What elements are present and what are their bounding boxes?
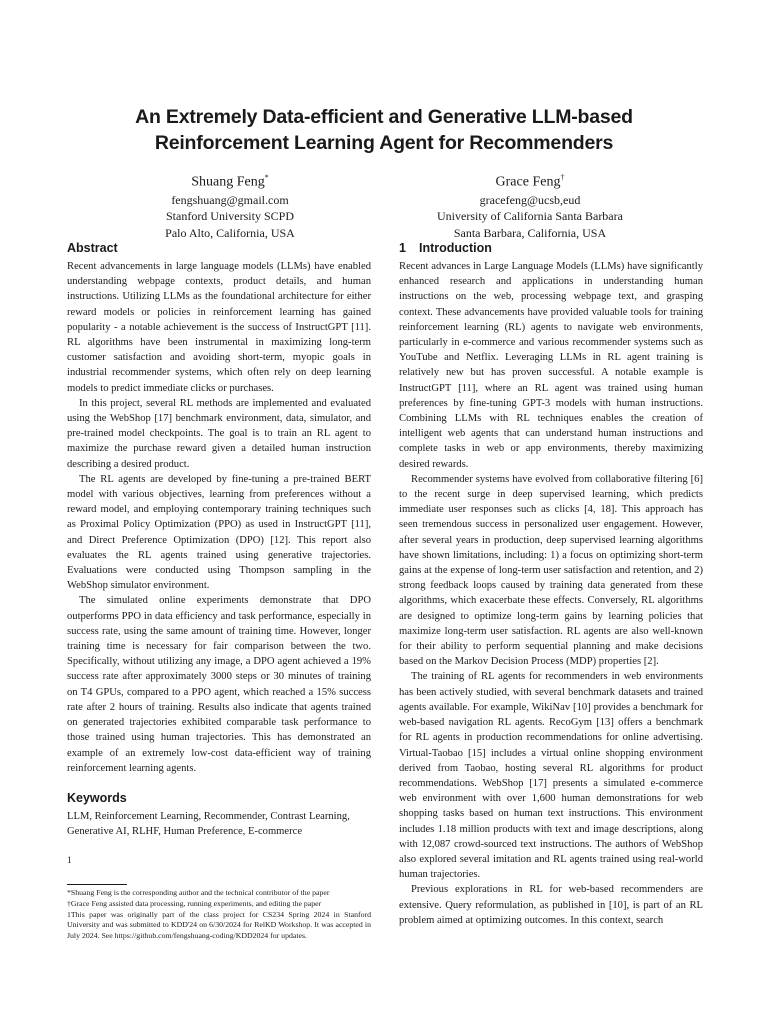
- introduction-paragraph: Previous explorations in RL for web-based recommenders are extensive. Query reformulation, as published in [10], is part of an RL problem aimed at optimizing outcomes. In this context, search: [399, 884, 703, 926]
- author-email: gracefeng@ucsb,eud: [479, 192, 581, 207]
- section-number: 1: [399, 241, 406, 255]
- author-mark: †: [560, 173, 565, 182]
- footnote: †Grace Feng assisted data processing, running experiments, and editing the paper: [67, 898, 322, 908]
- author-name: Shuang Feng*: [191, 173, 269, 190]
- abstract-paragraph: The simulated online experiments demonstrate that DPO outperforms PPO in data efficiency and task performance, especially in success rate, using the same amount of training time. However, longer training time is necessary for fair comparison between the two. Specifically, without utilizing any image, a DPO agent achieved a 19% success rate after approximately 3000 steps or 30 minutes of training on T4 GPUs, compared to a PPO agent, which reached a 15% success rate after 2 hours of training. Results also indicate that agents trained on generated trajectories exhibited comparable task performance to those trained using human trajectories. This has demonstrated an example of an extremely low-cost data-efficient way of training reinforcement learning agents.: [67, 595, 371, 774]
- author-affiliation: Stanford University SCPD: [165, 209, 294, 224]
- abstract-heading: Abstract: [67, 241, 118, 255]
- footnote: 1This paper was originally part of the class project for CS234 Spring 2024 in Stanford University and was submitted to KDD'24 on 6/30/2024 for RelKD Workshop. It was accepted in July 2024. See https://github.com/fengshuang-coding/KDD2024 for updates.: [67, 909, 371, 940]
- introduction-heading: 1 Introduction: [399, 241, 492, 255]
- author-affiliation: University of California Santa Barbara: [437, 209, 623, 224]
- footnote-rule: [67, 884, 127, 885]
- abstract-paragraph: Recent advancements in large language models (LLMs) have enabled understanding webpage contexts, product details, and human instructions. Utilizing LLMs as the foundational architecture for either reward models or policies in reinforcement learning has gained popularity - a notable achievement is the success of InstructGPT [11]. RL algorithms have been instrumental in maximizing long-term customer satisfaction and avoiding short-term, myopic goals in industrial recommender systems, which often rely on deep learning models to predict immediate clicks or purchases.: [67, 261, 371, 394]
- abstract-paragraph: The RL agents are developed by fine-tuning a pre-trained BERT model with various objectives, learning from preferences without a reward model, and employing contemporary training techniques such as Proximal Policy Optimization (PPO) as used in InstructGPT [11], and Direct Preference Optimization (DPO) [12]. This report also evaluates the RL agents trained using generative trajectories. Evaluations were conducted using Thompson sampling in the WebShop simulator environment.: [67, 473, 371, 592]
- introduction-paragraph: Recent advances in Large Language Models (LLMs) have significantly enhanced research and applications in understanding human instructions on the web, processing webpage text, and grasping context. These advancements have provided valuable tools for training reinforcement learning (RL) agents to navigate web environments, particularly in e-commerce and various recommender systems such as YouTube and Netflix. Leveraging LLMs in RL agent training is relatively new but has proven successful. A notable example is InstructGPT [11], where an RL agent was trained using human preferences by fine-tuning GPT-3 models with human instructions. Combining LLMs with RL techniques enables the creation of intelligent web agents that can understand human instructions and complete tasks in web or app environments, thereby maximizing desired rewards.: [399, 261, 703, 470]
- footnote: *Shuang Feng is the corresponding author and the technical contributor of the paper: [67, 888, 330, 898]
- footnote-marker: 1: [67, 856, 72, 867]
- paper-title: [60, 104, 708, 156]
- author-mark: *: [264, 173, 269, 182]
- title-line-2: Reinforcement Learning Agent for Recommenders: [154, 132, 614, 154]
- introduction-paragraph: The training of RL agents for recommenders in web environments has been actively studied, with several benchmark datasets and trained agents available. For example, WikiNav [10] provides a benchmark for web-based navigation RL agents. RecoGym [13] offers a benchmark for RL agents in production recommendations for online advertising. Virtual-Taobao [15] includes a virtual online shopping environment derived from Taobao, hosting several RL algorithms for product recommendations. WebShop [17] presents a simulated e-commerce web environment with over 1,600 human demonstrations for web shopping tasks based on human text instructions. This environment includes 1.18 million products with text and image descriptions, along with 12,087 crowd-sourced text instructions. The authors of WebShop also explored several imitation and RL agents trained using real-world human trajectories.: [399, 671, 703, 881]
- author-block-1: [80, 168, 380, 241]
- author-location: Palo Alto, California, USA: [165, 225, 295, 240]
- title-line-1: An Extremely Data-efficient and Generative LLM-based: [135, 106, 633, 128]
- author-name: Grace Feng†: [495, 173, 565, 190]
- author-location: Santa Barbara, California, USA: [453, 225, 607, 240]
- author-email: fengshuang@gmail.com: [171, 192, 289, 207]
- keywords-heading: Keywords: [67, 790, 127, 805]
- left-column: [67, 240, 371, 941]
- introduction-paragraph: Recommender systems have evolved from collaborative filtering [6] to the recent surge in deep supervised learning, which predicts immediate user responses such as clicks [4, 18]. This approach has seen tremendous success in personalized user engagement. However, after several years in production, deep supervised learning algorithms have shown limitations, including: 1) a focus on optimizing short-term gains at the expense of long-term user satisfaction and retention, and 2) strong feedback loops caused by training data generated from these algorithms, which exacerbate these effects. Conversely, RL algorithms are designed to optimize long-term gains by learning policies that maximize long-term user satisfaction. RL agents are also well-known for their ability to perform sequential planning and make decisions based on the Markov Decision Process (MDP) properties [2].: [399, 473, 703, 668]
- right-column: [399, 240, 703, 928]
- abstract-paragraph: In this project, several RL methods are implemented and evaluated using the WebShop [17] benchmark environment, data, simulator, and pre-trained model checkpoints. The goal is to train an RL agent to maximize the purchase reward given a detailed human instruction describing a desired product.: [67, 397, 371, 470]
- author-block-2: [380, 168, 680, 241]
- keywords-text: LLM, Reinforcement Learning, Recommender, Contrast Learning, Generative AI, RLHF, Human Preference, E-commerce: [67, 810, 350, 838]
